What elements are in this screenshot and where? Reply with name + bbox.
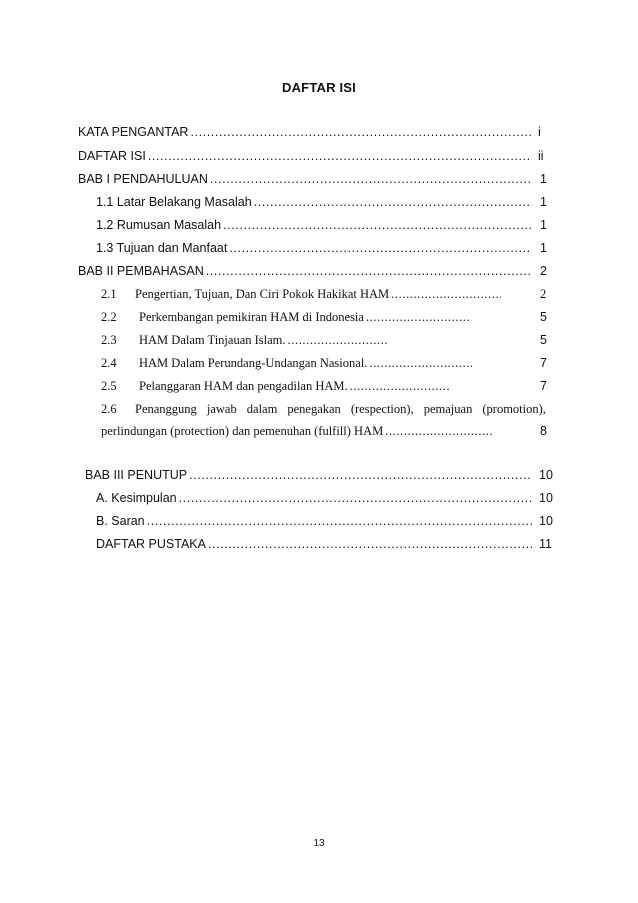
leader-dots xyxy=(190,125,532,139)
leader-dots xyxy=(206,264,532,278)
toc-entry-page: 1 xyxy=(540,218,547,232)
leader-dots xyxy=(147,514,532,528)
footer-page-number: 13 xyxy=(313,838,325,849)
leader-dots xyxy=(229,241,532,255)
leader-dots xyxy=(254,195,532,209)
toc-entry-page: 7 xyxy=(540,379,547,393)
leader-dots xyxy=(350,379,449,394)
toc-entry[interactable] xyxy=(135,402,546,417)
toc-entry-page: 7 xyxy=(540,356,547,370)
toc-entry-word: (respection), xyxy=(350,402,414,416)
toc-entry-page: 5 xyxy=(540,333,547,347)
leader-dots xyxy=(189,468,532,482)
toc-entry[interactable] xyxy=(78,125,534,139)
toc-entry-page: 1 xyxy=(540,172,547,186)
toc-entry[interactable] xyxy=(96,491,534,505)
toc-entry-number: 2.5 xyxy=(101,379,117,393)
toc-entry[interactable] xyxy=(96,195,534,209)
toc-entry-label: DAFTAR ISI xyxy=(78,149,146,163)
toc-entry-label: Perkembangan pemikiran HAM di Indonesia xyxy=(139,310,364,324)
toc-entry-page: 10 xyxy=(539,491,553,505)
leader-dots xyxy=(179,491,532,505)
toc-entry-number: 2.4 xyxy=(101,356,117,370)
toc-entry-word: pemajuan xyxy=(423,402,473,416)
toc-entry-label: A. Kesimpulan xyxy=(96,491,177,505)
toc-entry[interactable] xyxy=(78,264,534,278)
toc-entry-label: HAM Dalam Perundang-Undangan Nasional. xyxy=(139,356,368,370)
leader-dots xyxy=(208,537,532,551)
toc-entry-page: 5 xyxy=(540,310,547,324)
leader-dots xyxy=(223,218,532,232)
toc-entry-page: i xyxy=(538,125,541,139)
toc-title: DAFTAR ISI xyxy=(282,80,356,95)
toc-entry-page: 11 xyxy=(539,537,552,551)
toc-entry-number: 2.6 xyxy=(101,402,117,416)
toc-entry[interactable] xyxy=(139,379,451,394)
toc-entry[interactable] xyxy=(96,218,534,232)
toc-entry-page: 2 xyxy=(540,264,547,278)
toc-entry[interactable] xyxy=(101,424,494,439)
leader-dots xyxy=(210,172,532,186)
toc-entry-label: Pelanggaran HAM dan pengadilan HAM. xyxy=(139,379,348,393)
toc-entry-word: (promotion), xyxy=(482,402,546,416)
toc-entry-label: BAB III PENUTUP xyxy=(85,468,188,482)
leader-dots xyxy=(385,424,492,439)
toc-entry[interactable] xyxy=(78,149,534,163)
toc-entry-word: dalam xyxy=(246,402,278,416)
toc-entry-word: penegakan xyxy=(287,402,341,416)
toc-entry-number: 2.1 xyxy=(101,287,117,301)
toc-entry-label: perlindungan (protection) dan pemenuhan (fulfill) HAM xyxy=(101,424,384,438)
toc-entry-page: ii xyxy=(538,149,544,163)
leader-dots xyxy=(369,356,472,371)
toc-entry-label: B. Saran xyxy=(96,514,145,528)
toc-entry-page: 1 xyxy=(540,241,547,255)
toc-entry[interactable] xyxy=(139,356,474,371)
toc-entry[interactable] xyxy=(135,287,503,302)
toc-entry-page: 1 xyxy=(540,195,547,209)
toc-entry-word: jawab xyxy=(206,402,237,416)
toc-entry-label: Pengertian, Tujuan, Dan Ciri Pokok Hakikat HAM xyxy=(135,287,390,301)
toc-entry-label: KATA PENGANTAR xyxy=(78,125,189,139)
toc-entry-label: 1.2 Rumusan Masalah xyxy=(96,218,222,232)
toc-entry-number: 2.2 xyxy=(101,310,117,324)
toc-entry[interactable] xyxy=(96,514,534,528)
toc-entry-label: HAM Dalam Tinjauan Islam. xyxy=(139,333,286,347)
toc-entry-label: BAB I PENDAHULUAN xyxy=(78,172,208,186)
leader-dots xyxy=(391,287,501,302)
toc-entry-word: Penanggung xyxy=(135,402,197,416)
toc-entry-page: 8 xyxy=(540,424,547,438)
toc-entry[interactable] xyxy=(139,310,472,325)
toc-entry[interactable] xyxy=(85,468,534,482)
toc-entry[interactable] xyxy=(96,537,534,551)
leader-dots xyxy=(366,310,470,325)
toc-entry-page: 10 xyxy=(539,468,553,482)
toc-entry-label: 1.3 Tujuan dan Manfaat xyxy=(96,241,228,255)
leader-dots xyxy=(288,333,387,348)
toc-entry-number: 2.3 xyxy=(101,333,117,347)
toc-entry-page: 2 xyxy=(540,287,547,301)
toc-entry-label: DAFTAR PUSTAKA xyxy=(96,537,206,551)
leader-dots xyxy=(148,149,532,163)
toc-entry[interactable] xyxy=(78,172,534,186)
toc-entry-label: BAB II PEMBAHASAN xyxy=(78,264,204,278)
toc-entry-label: 1.1 Latar Belakang Masalah xyxy=(96,195,252,209)
toc-entry-page: 10 xyxy=(539,514,553,528)
toc-entry[interactable] xyxy=(96,241,534,255)
toc-entry[interactable] xyxy=(139,333,389,348)
